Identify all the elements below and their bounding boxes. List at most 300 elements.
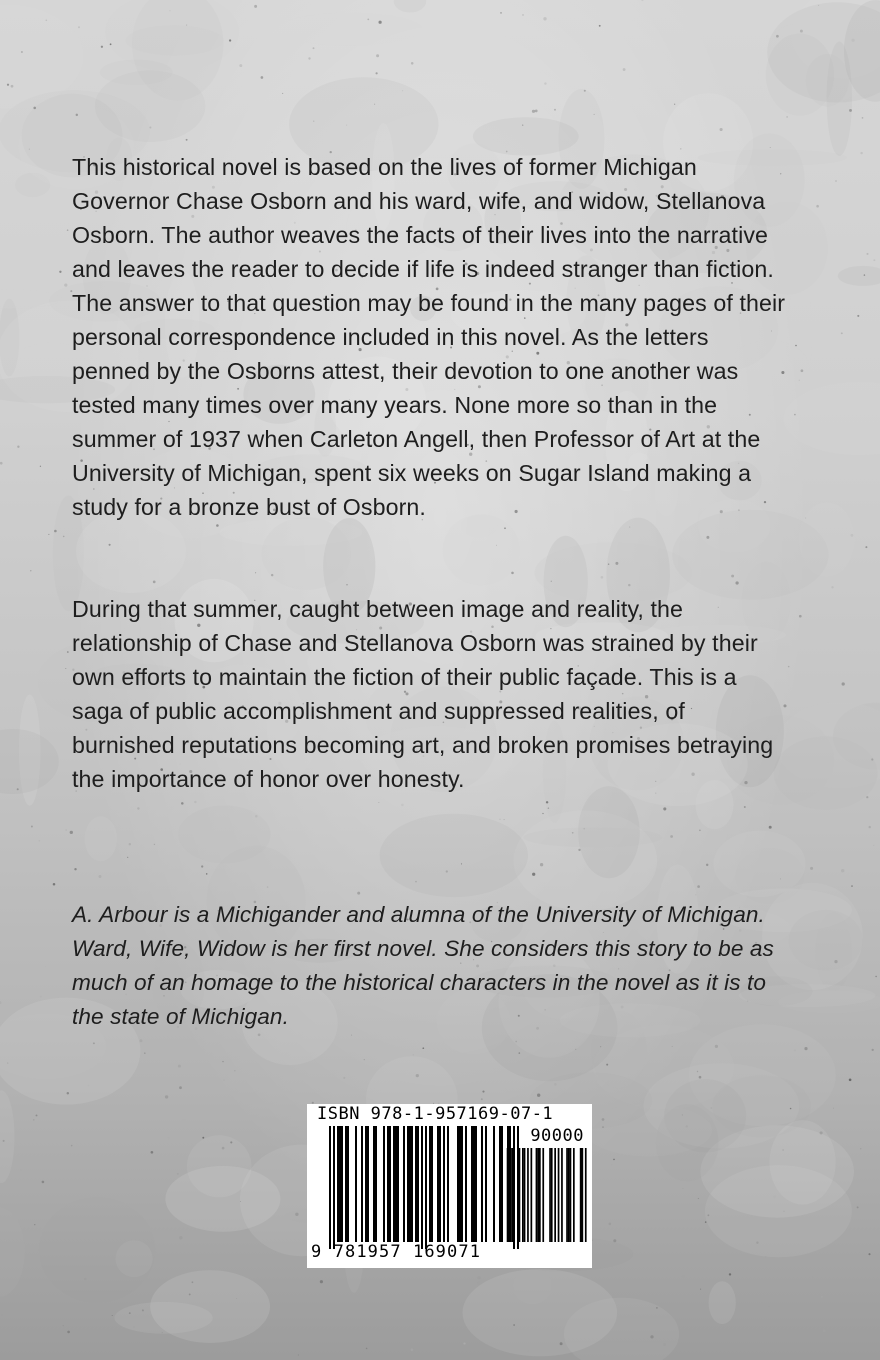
addon-bar (539, 1148, 541, 1242)
texture-speck (849, 109, 852, 112)
texture-speck (841, 869, 844, 872)
texture-speck (799, 615, 802, 618)
texture-speck (670, 835, 673, 838)
texture-speck (860, 152, 862, 154)
texture-speck (179, 1086, 182, 1089)
texture-speck (804, 1047, 807, 1050)
texture-speck (78, 26, 80, 28)
barcode-bar (465, 1126, 467, 1242)
texture-speck (706, 536, 709, 539)
texture-speck (873, 845, 874, 846)
barcode-bar (361, 1126, 363, 1242)
texture-speck (153, 581, 156, 584)
barcode-bar (431, 1126, 433, 1242)
synopsis-paragraph-1: This historical novel is based on the lives of former Michigan Governor Chase Osborn and his ward, wife, and widow, Stellanova Osborn. The author weaves the facts of their lives into the narrative and leaves the reader to decide if life is indeed stranger than fiction. The answer to that question may be found in the many pages of their personal correspondence included in this novel. As the letters penned by the Osborns attest, their devotion to one another was tested many times over many years. None more so than in the summer of 1937 when Carleton Angell, then Professor of Art at the University of Michigan, spent six weeks on Sugar Island making a study for a bronze bust of Osborn. (72, 154, 786, 520)
texture-speck (869, 826, 871, 828)
texture-speck (715, 1045, 718, 1048)
texture-speck (482, 1091, 484, 1093)
texture-speck (63, 1325, 64, 1326)
addon-bar (537, 1148, 539, 1242)
addon-bar (527, 1148, 529, 1242)
texture-speck (222, 1061, 223, 1062)
texture-speck (695, 894, 696, 895)
texture-speck (189, 1293, 191, 1295)
texture-speck (790, 1108, 792, 1110)
texture-speck (831, 586, 833, 588)
barcode-bar (393, 1126, 395, 1242)
texture-speck (181, 802, 184, 805)
texture-speck (833, 1108, 834, 1109)
texture-speck (629, 527, 630, 528)
addon-bar (580, 1148, 582, 1242)
texture-speck (849, 1078, 852, 1081)
texture-speck (461, 863, 462, 864)
texture-blotch (784, 382, 880, 455)
texture-speck (799, 380, 800, 381)
barcode-bar (473, 1126, 475, 1242)
texture-speck (367, 19, 369, 21)
barcode-bar (375, 1126, 377, 1242)
texture-speck (30, 570, 31, 571)
texture-speck (699, 829, 701, 831)
isbn-barcode (307, 1104, 592, 1268)
texture-speck (129, 1312, 131, 1314)
texture-speck (109, 544, 111, 546)
texture-speck (674, 104, 675, 105)
texture-speck (179, 1236, 182, 1239)
texture-blotch (0, 1208, 25, 1297)
addon-bar (561, 1148, 563, 1242)
barcode-bar (367, 1126, 369, 1242)
texture-speck (7, 1063, 8, 1064)
texture-speck (216, 524, 219, 527)
texture-speck (364, 1059, 365, 1060)
texture-blotch (0, 729, 59, 794)
texture-speck (21, 51, 23, 53)
barcode-bar (337, 1126, 339, 1242)
texture-speck (801, 369, 804, 372)
texture-speck (101, 46, 103, 48)
texture-speck (343, 1077, 345, 1079)
texture-speck (697, 1071, 698, 1072)
barcode-bar (447, 1126, 449, 1242)
texture-speck (137, 807, 139, 809)
isbn-label: ISBN 978-1-957169-07-1 (317, 1104, 554, 1124)
addon-bar (558, 1148, 560, 1242)
texture-speck (744, 806, 746, 808)
texture-speck (64, 284, 67, 287)
texture-speck (93, 1042, 95, 1044)
barcode-bar (471, 1126, 473, 1242)
price-code: 90000 (530, 1126, 584, 1146)
texture-speck (239, 64, 242, 67)
texture-speck (866, 796, 868, 798)
texture-speck (602, 1118, 605, 1121)
texture-speck (686, 1125, 688, 1127)
texture-speck (84, 1278, 86, 1280)
texture-speck (346, 584, 347, 585)
barcode-bar (429, 1126, 431, 1242)
texture-speck (873, 259, 875, 261)
texture-speck (699, 1076, 702, 1079)
texture-speck (177, 1173, 179, 1175)
texture-speck (192, 1281, 194, 1283)
texture-speck (67, 1331, 70, 1334)
texture-speck (20, 1169, 22, 1171)
texture-speck (780, 878, 781, 879)
texture-blotch (380, 814, 528, 897)
texture-speck (481, 1098, 483, 1100)
texture-blotch (85, 816, 117, 861)
texture-speck (641, 0, 643, 1)
texture-speck (17, 788, 19, 790)
texture-speck (67, 229, 69, 231)
texture-speck (606, 1064, 608, 1066)
barcode-bar (461, 1126, 463, 1242)
texture-speck (821, 1296, 823, 1298)
texture-speck (705, 1221, 706, 1222)
texture-speck (628, 584, 630, 586)
texture-speck (496, 545, 497, 546)
texture-speck (295, 1213, 298, 1216)
texture-speck (528, 1351, 529, 1352)
texture-speck (201, 865, 203, 867)
texture-speck (178, 1065, 181, 1068)
texture-speck (560, 1342, 563, 1345)
texture-speck (229, 39, 231, 41)
texture-speck (422, 1047, 424, 1049)
texture-speck (282, 93, 283, 94)
texture-speck (313, 47, 315, 49)
texture-speck (608, 563, 609, 564)
texture-blotch (443, 514, 520, 585)
texture-speck (110, 43, 112, 45)
barcode-bar (439, 1126, 441, 1242)
texture-speck (537, 1094, 540, 1097)
texture-speck (656, 1307, 658, 1309)
texture-speck (810, 867, 813, 870)
texture-speck (818, 5, 819, 6)
texture-speck (546, 801, 548, 803)
texture-speck (805, 518, 806, 519)
texture-speck (194, 801, 196, 803)
texture-speck (413, 1054, 414, 1055)
texture-speck (504, 819, 505, 820)
texture-speck (254, 5, 257, 8)
texture-speck (682, 1275, 684, 1277)
texture-blotch (0, 1090, 15, 1183)
texture-speck (183, 1119, 186, 1122)
addon-bar (522, 1148, 524, 1242)
texture-speck (786, 116, 788, 118)
barcode-bar (411, 1126, 413, 1242)
texture-speck (731, 575, 734, 578)
barcode-bar (501, 1126, 503, 1242)
texture-speck (602, 1126, 604, 1128)
texture-speck (29, 149, 30, 150)
texture-speck (230, 1141, 232, 1143)
texture-speck (851, 885, 853, 887)
texture-speck (151, 1151, 154, 1154)
texture-speck (129, 843, 131, 845)
barcode-bar (397, 1126, 399, 1242)
barcode-bar (355, 1126, 357, 1242)
texture-speck (697, 885, 700, 888)
texture-speck (379, 802, 380, 803)
texture-blotch (838, 266, 880, 286)
texture-speck (0, 1001, 1, 1004)
texture-speck (811, 1276, 813, 1278)
texture-speck (594, 114, 595, 115)
barcode-bar (341, 1126, 343, 1242)
texture-speck (613, 1239, 616, 1242)
texture-speck (513, 1324, 515, 1326)
texture-speck (112, 1315, 113, 1316)
barcode-bar (365, 1126, 367, 1242)
texture-speck (67, 1092, 69, 1094)
addon-bar (542, 1148, 544, 1242)
texture-speck (1, 1315, 2, 1316)
texture-speck (544, 82, 546, 84)
texture-speck (399, 1322, 401, 1324)
texture-speck (34, 1224, 35, 1225)
texture-speck (504, 527, 506, 529)
texture-speck (186, 139, 188, 141)
addon-bar (510, 1148, 512, 1242)
texture-speck (599, 25, 601, 27)
texture-speck (98, 875, 101, 878)
texture-blotch (116, 1240, 153, 1277)
texture-speck (535, 110, 538, 113)
texture-speck (834, 960, 837, 963)
texture-speck (872, 1049, 874, 1051)
texture-blotch (178, 806, 270, 864)
texture-speck (500, 12, 502, 14)
texture-speck (76, 114, 78, 116)
texture-blotch (115, 1302, 213, 1334)
texture-speck (842, 682, 845, 685)
texture-blotch (709, 1281, 736, 1324)
texture-blotch (262, 517, 351, 590)
texture-speck (548, 807, 550, 809)
texture-speck (623, 68, 626, 71)
texture-speck (857, 315, 859, 317)
texture-speck (542, 813, 543, 814)
texture-speck (769, 826, 772, 829)
texture-blotch (165, 1166, 280, 1232)
texture-speck (222, 1147, 225, 1150)
texture-speck (298, 1354, 299, 1355)
texture-speck (31, 826, 33, 828)
texture-speck (532, 873, 535, 876)
texture-speck (144, 1052, 146, 1054)
texture-blotch (789, 910, 863, 971)
texture-speck (402, 90, 403, 91)
texture-speck (54, 530, 57, 533)
texture-speck (601, 576, 604, 579)
texture-speck (446, 870, 448, 872)
texture-speck (706, 864, 708, 866)
barcode-bar (339, 1126, 341, 1242)
texture-speck (532, 110, 535, 113)
texture-speck (782, 1149, 783, 1150)
texture-speck (578, 849, 580, 851)
texture-speck (522, 124, 523, 125)
texture-speck (477, 1276, 480, 1279)
texture-speck (672, 1046, 673, 1047)
barcode-bar (493, 1126, 495, 1242)
addon-bar (570, 1148, 572, 1242)
barcode-bar (485, 1126, 487, 1242)
texture-speck (773, 1195, 776, 1198)
texture-speck (864, 274, 865, 275)
addon-bar (585, 1148, 587, 1242)
texture-speck (11, 85, 14, 88)
texture-speck (700, 1289, 701, 1290)
texture-speck (42, 1181, 45, 1184)
texture-speck (59, 271, 61, 273)
texture-speck (663, 807, 666, 810)
texture-speck (48, 534, 49, 535)
texture-speck (40, 466, 41, 467)
addon-bar (524, 1148, 526, 1242)
texture-speck (202, 1137, 204, 1139)
texture-speck (729, 1273, 731, 1275)
texture-speck (776, 35, 779, 38)
texture-speck (663, 1343, 666, 1346)
texture-speck (554, 1083, 557, 1086)
texture-speck (600, 1046, 601, 1047)
texture-speck (794, 1049, 796, 1051)
texture-speck (255, 572, 256, 573)
texture-speck (835, 180, 837, 182)
barcode-bar (475, 1126, 477, 1242)
texture-speck (816, 205, 819, 208)
texture-speck (852, 39, 855, 42)
texture-speck (707, 1214, 709, 1216)
barcode-bar (333, 1126, 335, 1249)
texture-blotch (277, 13, 423, 46)
texture-speck (768, 1305, 770, 1307)
texture-speck (584, 90, 586, 92)
texture-speck (65, 829, 67, 831)
addon-bar (551, 1148, 553, 1242)
texture-speck (45, 19, 47, 21)
texture-speck (575, 1049, 576, 1050)
barcode-bar (417, 1126, 419, 1242)
texture-speck (140, 1039, 143, 1042)
texture-blotch (394, 0, 426, 12)
texture-speck (0, 462, 3, 465)
texture-speck (765, 1256, 767, 1258)
texture-speck (234, 1070, 236, 1072)
texture-speck (366, 1348, 368, 1350)
texture-speck (40, 996, 42, 998)
texture-speck (133, 1326, 135, 1328)
texture-speck (862, 117, 864, 119)
texture-speck (511, 572, 514, 575)
texture-speck (33, 107, 36, 110)
texture-speck (795, 345, 797, 347)
texture-speck (255, 815, 258, 818)
texture-speck (515, 1041, 517, 1043)
barcode-bar (443, 1126, 445, 1242)
texture-speck (411, 62, 414, 65)
texture-speck (39, 840, 41, 842)
ean-digits: 9 781957 169071 (311, 1242, 482, 1262)
barcode-bar (437, 1126, 439, 1242)
texture-speck (871, 758, 873, 760)
synopsis-paragraph-2: During that summer, caught between image and reality, the relationship of Chase and Stellanova Osborn was strained by their own efforts to maintain the fiction of their public façade. This is a saga of public accomplishment and suppressed realities, of burnished reputations becoming art, and broken promises betraying the importance of honor over honesty. (72, 596, 774, 792)
texture-speck (850, 534, 853, 537)
texture-speck (357, 892, 360, 895)
texture-speck (865, 546, 867, 548)
addon-bar (582, 1148, 584, 1242)
texture-speck (142, 1309, 144, 1311)
texture-speck (3, 1140, 5, 1142)
barcode-bar (481, 1126, 483, 1242)
texture-speck (88, 1085, 90, 1087)
texture-speck (154, 844, 155, 845)
texture-speck (720, 128, 723, 131)
barcode-bar (395, 1126, 397, 1242)
texture-speck (186, 25, 187, 26)
texture-speck (378, 21, 381, 24)
addon-bar (519, 1148, 521, 1242)
barcode-bar (409, 1126, 411, 1242)
texture-speck (351, 1035, 352, 1036)
texture-speck (127, 857, 128, 858)
texture-speck (165, 1095, 168, 1098)
texture-speck (70, 831, 73, 834)
texture-speck (857, 1206, 859, 1208)
addon-bar (549, 1148, 551, 1242)
texture-speck (860, 1148, 861, 1149)
texture-speck (551, 581, 552, 582)
addon-bar (536, 1148, 538, 1242)
texture-speck (53, 883, 56, 886)
addon-bar (531, 1148, 533, 1242)
texture-speck (682, 1114, 683, 1115)
barcode-bar (347, 1126, 349, 1242)
barcode-bar (403, 1126, 405, 1242)
texture-speck (63, 536, 65, 538)
texture-speck (162, 1332, 163, 1333)
barcode-bar (425, 1126, 427, 1249)
texture-speck (313, 121, 314, 122)
barcode-bar (373, 1126, 375, 1242)
barcode-bar (421, 1126, 423, 1249)
texture-speck (267, 886, 268, 887)
texture-speck (841, 332, 843, 334)
author-bio: A. Arbour is a Michigander and alumna of the University of Michigan. Ward, Wife, Widow is her first novel. She considers this story to be as much of an homage to the historical characters in the novel as it is to the state of Michigan. (72, 902, 774, 1029)
texture-speck (609, 1223, 612, 1226)
texture-speck (540, 863, 543, 866)
texture-speck (169, 10, 170, 11)
texture-speck (415, 881, 417, 883)
addon-bar (568, 1148, 570, 1242)
barcode-bar (387, 1126, 389, 1242)
texture-speck (477, 1281, 480, 1284)
texture-speck (682, 1188, 683, 1189)
texture-speck (33, 1119, 34, 1120)
texture-speck (376, 54, 379, 57)
barcode-bar (345, 1126, 347, 1242)
texture-speck (756, 1242, 758, 1244)
addon-bar (512, 1148, 514, 1242)
texture-speck (794, 414, 796, 416)
texture-speck (868, 1253, 870, 1255)
